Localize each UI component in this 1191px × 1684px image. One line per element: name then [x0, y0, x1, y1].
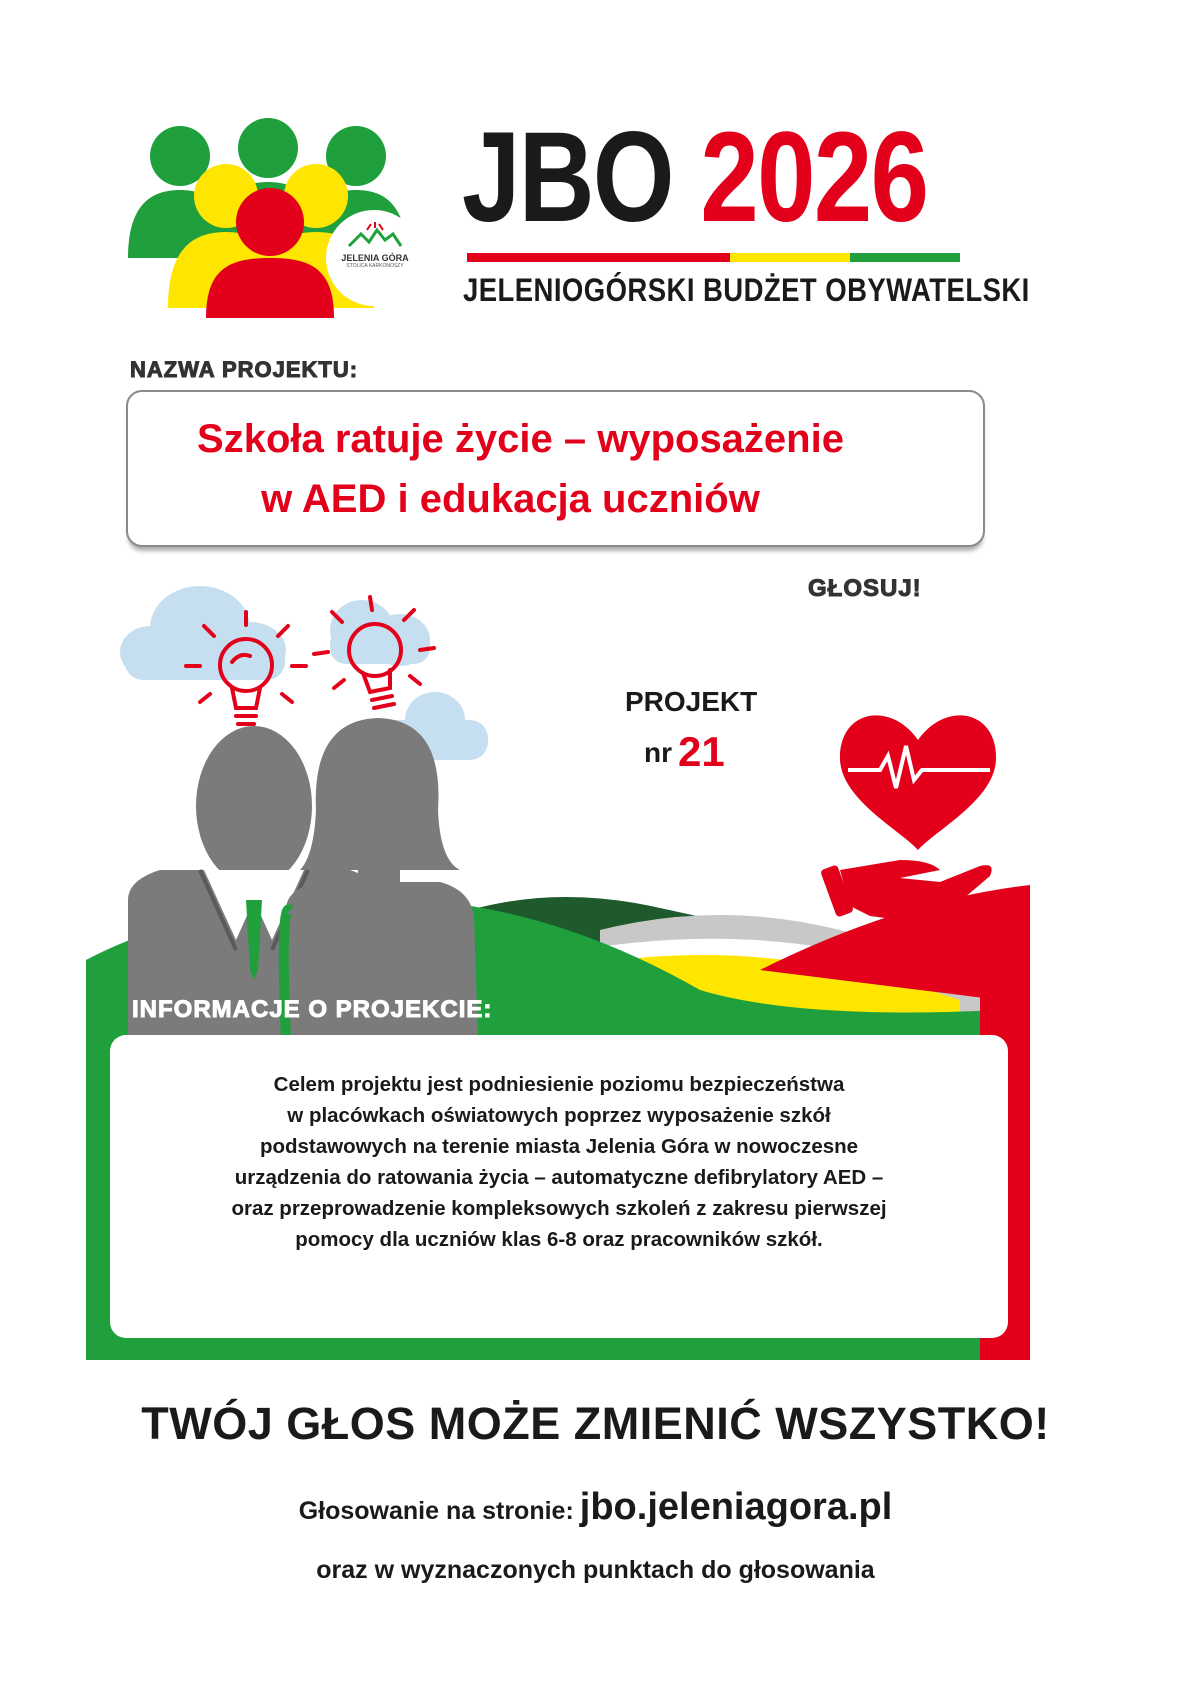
- slogan: TWÓJ GŁOS MOŻE ZMIENIĆ WSZYSTKO!: [141, 1398, 1050, 1449]
- project-number-label: PROJEKT: [625, 686, 758, 717]
- project-number-prefix: nr: [644, 737, 672, 768]
- info-box: [110, 1035, 1008, 1338]
- project-number-value: 21: [678, 728, 725, 775]
- mountain-antlers-icon: [345, 222, 405, 248]
- page-title: [462, 108, 927, 248]
- info-line: urządzenia do ratowania życia – automatyczne defibrylatory AED –: [234, 1166, 884, 1189]
- vote-info: [0, 1486, 1191, 1529]
- title-jbo: JBO: [462, 106, 673, 249]
- project-name-line1: Szkoła ratuje życie – wyposażenie: [197, 416, 844, 461]
- project-name-line2: w AED i edukacja uczniów: [261, 476, 760, 521]
- title-year: 2026: [700, 106, 928, 249]
- city-badge: [330, 222, 420, 292]
- cloud-icon: [120, 586, 286, 680]
- project-name: [128, 409, 983, 529]
- info-label: INFORMACJE O PROJEKCIE:: [132, 996, 493, 1023]
- vote-call: GŁOSUJ!: [808, 575, 922, 602]
- project-name-box: [126, 390, 985, 547]
- project-name-label: NAZWA PROJEKTU:: [130, 357, 359, 382]
- info-line: Celem projektu jest podniesienie poziomu bezpieczeństwa: [273, 1073, 845, 1096]
- info-line: oraz przeprowadzenie kompleksowych szkoleń z zakresu pierwszej: [231, 1197, 887, 1220]
- vote-label: Głosowanie na stronie:: [298, 1497, 574, 1525]
- heart-in-hand-icon: [820, 715, 996, 920]
- vote-points: oraz w wyznaczonych punktach do głosowania: [316, 1556, 875, 1584]
- info-line: pomocy dla uczniów klas 6-8 oraz pracowników szkół.: [295, 1228, 823, 1251]
- info-line: w placówkach oświatowych poprzez wyposażenie szkół: [287, 1104, 831, 1127]
- city-badge-tagline: STOLICA KARKONOSZY: [346, 263, 404, 269]
- color-stripe: [467, 253, 960, 262]
- project-number: [644, 728, 725, 776]
- info-text: [140, 1069, 978, 1255]
- page-subtitle: JELENIOGÓRSKI BUDŻET OBYWATELSKI: [463, 272, 1030, 308]
- info-line: podstawowych na terenie miasta Jelenia Góra w nowoczesne: [259, 1135, 859, 1158]
- vote-url-link[interactable]: jbo.jeleniagora.pl: [579, 1486, 893, 1528]
- city-badge-name: JELENIA GÓRA: [341, 253, 409, 263]
